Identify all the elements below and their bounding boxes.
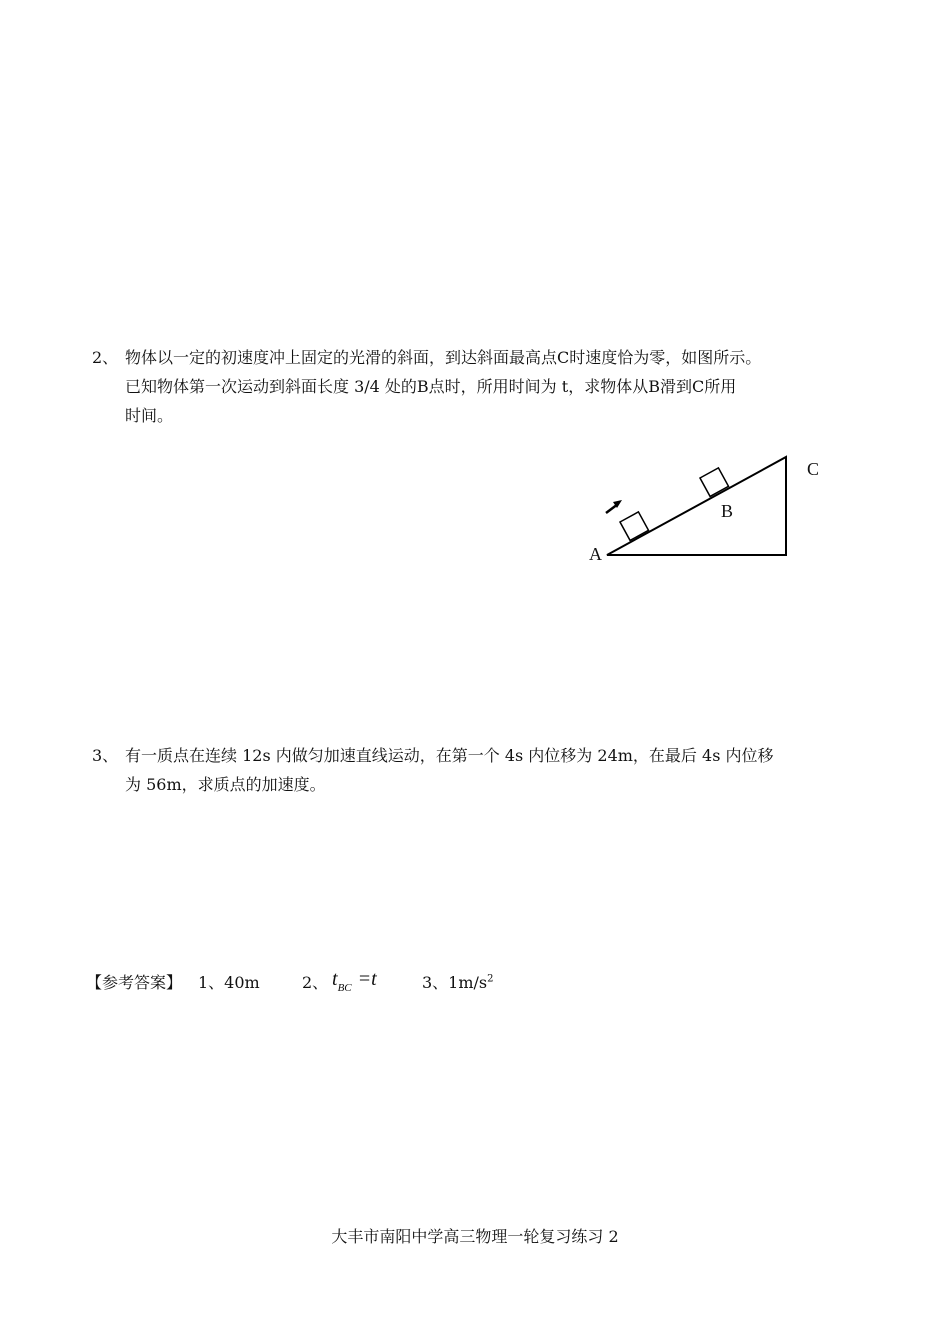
label-c: C bbox=[807, 459, 820, 479]
formula-rhs: =t bbox=[357, 968, 377, 990]
label-a: A bbox=[589, 544, 602, 564]
block-near-a bbox=[620, 512, 649, 541]
incline-diagram bbox=[580, 450, 840, 570]
answer-3-superscript: 2 bbox=[487, 973, 494, 985]
question-text-line: 物体以一定的初速度冲上固定的光滑的斜面，到达斜面最高点C时速度恰为零，如图所示。 bbox=[125, 348, 762, 367]
velocity-arrow-icon bbox=[606, 500, 622, 513]
block-near-b bbox=[700, 468, 729, 497]
answer-3-text: 3、1m/s bbox=[422, 973, 488, 992]
answer-2-formula bbox=[332, 968, 377, 994]
formula-t: t bbox=[332, 968, 338, 990]
question-number: 3、 bbox=[92, 746, 119, 765]
answer-1: 1、40m bbox=[198, 973, 260, 992]
incline-triangle bbox=[607, 457, 786, 555]
question-text-line: 为 56m，求质点的加速度。 bbox=[125, 775, 326, 794]
label-b: B bbox=[721, 501, 734, 521]
question-text-line: 时间。 bbox=[125, 406, 174, 425]
question-2 bbox=[92, 343, 872, 430]
answer-3 bbox=[422, 970, 494, 993]
question-text-line: 有一质点在连续 12s 内做匀加速直线运动，在第一个 4s 内位移为 24m，在最后 4s 内位移 bbox=[125, 746, 774, 765]
question-3 bbox=[92, 741, 872, 799]
answer-2-number: 2、 bbox=[302, 973, 329, 992]
page-footer: 大丰市南阳中学高三物理一轮复习练习 2 bbox=[331, 1227, 619, 1246]
answer-heading: 【参考答案】 bbox=[86, 973, 183, 992]
question-text-line: 已知物体第一次运动到斜面长度 3/4 处的B点时，所用时间为 t，求物体从B滑到C所用 bbox=[125, 377, 737, 396]
formula-subscript: BC bbox=[337, 982, 352, 994]
question-number: 2、 bbox=[92, 348, 119, 367]
